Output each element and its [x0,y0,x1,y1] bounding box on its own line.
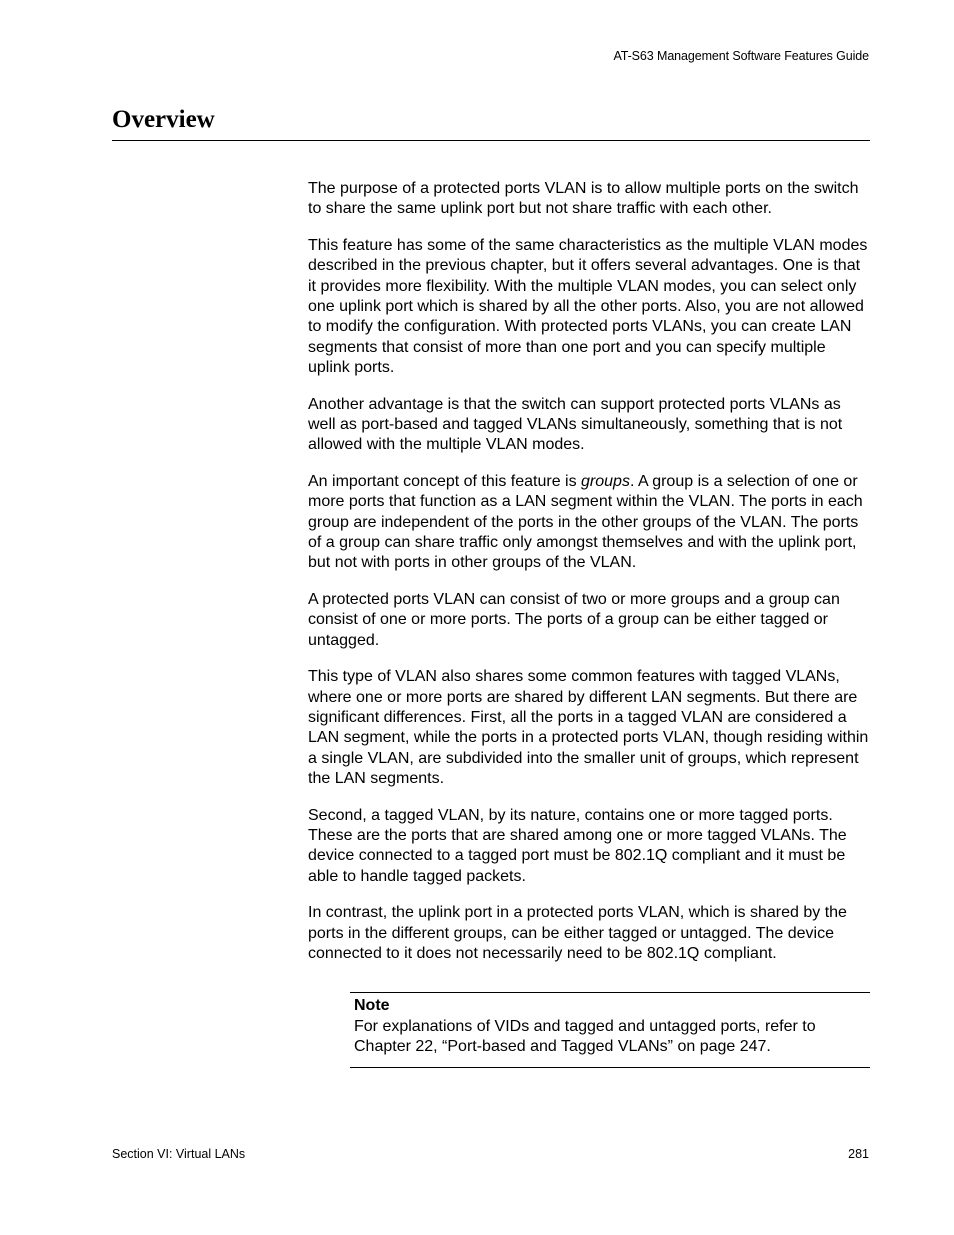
title-rule [112,140,870,141]
groups-text-before: An important concept of this feature is [308,473,582,491]
footer-page-number: 281 [848,1147,869,1161]
paragraph-groups [308,472,870,573]
paragraph-purpose: The purpose of a protected ports VLAN is to allow multiple ports on the switch to share the same uplink port but not share traffic with each other. [308,180,859,218]
paragraph-advantage: Another advantage is that the switch can support protected ports VLANs as well as port-based and tagged VLANs simultaneously, something that is not allowed with the multiple VLAN modes. [308,395,843,454]
groups-text-after: . A group is a selection of one or more ports that function as a LAN segment within the VLAN. The ports in each group are independent of the ports in the other groups of the VLAN. The ports of a group can share traffic only amongst themselves and with the uplink port, but not with ports in other groups of the VLAN. [308,473,863,572]
paragraph-tagged-comparison: This type of VLAN also shares some common features with tagged VLANs, where one or more ports are shared by different LAN segments. But there are significant differences. First, all the ports in a tagged VLAN are considered a LAN segment, while the ports in a protected ports VLAN, though residing within a single VLAN, are subdivided into the smaller unit of groups, which represent the LAN segments. [308,668,869,787]
paragraph-group-composition: A protected ports VLAN can consist of two or more groups and a group can consist of one or more ports. The ports of a group can be either tagged or untagged. [308,591,840,649]
body-text [308,179,870,981]
note-label: Note [354,997,390,1014]
groups-term: groups [581,473,630,491]
running-header: AT-S63 Management Software Features Guide [613,49,869,63]
paragraph-tagged-ports: Second, a tagged VLAN, by its nature, contains one or more tagged ports. These are the ports that are shared among one or more tagged VLANs. The device connected to a tagged port must be 802.1Q compliant and it must be able to handle tagged packets. [308,806,847,885]
note-box [350,992,870,1068]
paragraph-uplink-port: In contrast, the uplink port in a protected ports VLAN, which is shared by the ports in the different groups, can be either tagged or untagged. The device connected to it does not necessarily need to be 802.1Q compliant. [308,904,847,962]
paragraph-characteristics: This feature has some of the same characteristics as the multiple VLAN modes described in the previous chapter, but it offers several advantages. One is that it provides more flexibility. With the multiple VLAN modes, you can select only one uplink port which is shared by all the other ports. Also, you are not allowed to modify the configuration. With protected ports VLANs, you can create LAN segments that consist of more than one port and you can specify multiple uplink ports. [308,237,868,376]
note-text: For explanations of VIDs and tagged and untagged ports, refer to Chapter 22, “Port-based and Tagged VLANs” on page 247. [354,1017,816,1055]
section-title: Overview [112,106,215,133]
footer-section-label: Section VI: Virtual LANs [112,1147,246,1161]
